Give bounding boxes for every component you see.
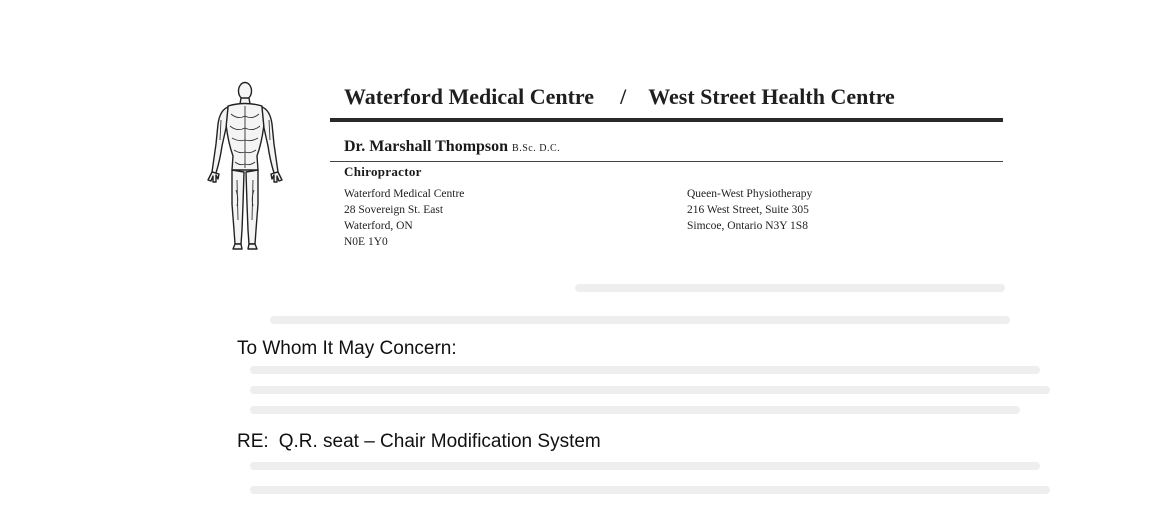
bleed-through-mark (250, 462, 1040, 470)
doctor-credentials: B.Sc. D.C. (512, 143, 561, 154)
address-line: Waterford Medical Centre (344, 188, 465, 200)
address-line: Waterford, ON (344, 220, 413, 232)
clinic-names-heading (344, 84, 1004, 110)
re-label: RE: (237, 431, 269, 452)
bleed-through-mark (250, 486, 1050, 494)
doctor-line (344, 138, 560, 156)
bleed-through-mark (250, 386, 1050, 394)
re-subject: Q.R. seat – Chair Modification System (278, 431, 601, 452)
letter-salutation: To Whom It May Concern: (237, 338, 457, 359)
address-line: Simcoe, Ontario N3Y 1S8 (687, 220, 808, 232)
address-line: 28 Sovereign St. East (344, 204, 444, 216)
address-line: Queen-West Physiotherapy (687, 188, 813, 200)
bleed-through-mark (575, 284, 1005, 292)
bleed-through-mark (250, 366, 1040, 374)
clinic-name-west-street: West Street Health Centre (648, 84, 895, 109)
letterhead-thin-rule (330, 161, 1003, 162)
letter-subject-line (237, 431, 601, 453)
anatomy-figure-logo (206, 80, 284, 252)
doctor-name: Dr. Marshall Thompson (344, 138, 509, 155)
bleed-through-mark (270, 316, 1010, 324)
address-line: N0E 1Y0 (344, 236, 388, 248)
address-block-queen-west (687, 186, 812, 234)
bleed-through-mark (250, 406, 1020, 414)
address-line: 216 West Street, Suite 305 (687, 204, 809, 216)
doctor-title: Chiropractor (344, 164, 422, 179)
address-block-waterford (344, 186, 464, 250)
clinic-name-waterford: Waterford Medical Centre (344, 84, 595, 109)
letterhead-thick-rule (330, 118, 1003, 122)
clinic-separator: / (620, 84, 627, 109)
